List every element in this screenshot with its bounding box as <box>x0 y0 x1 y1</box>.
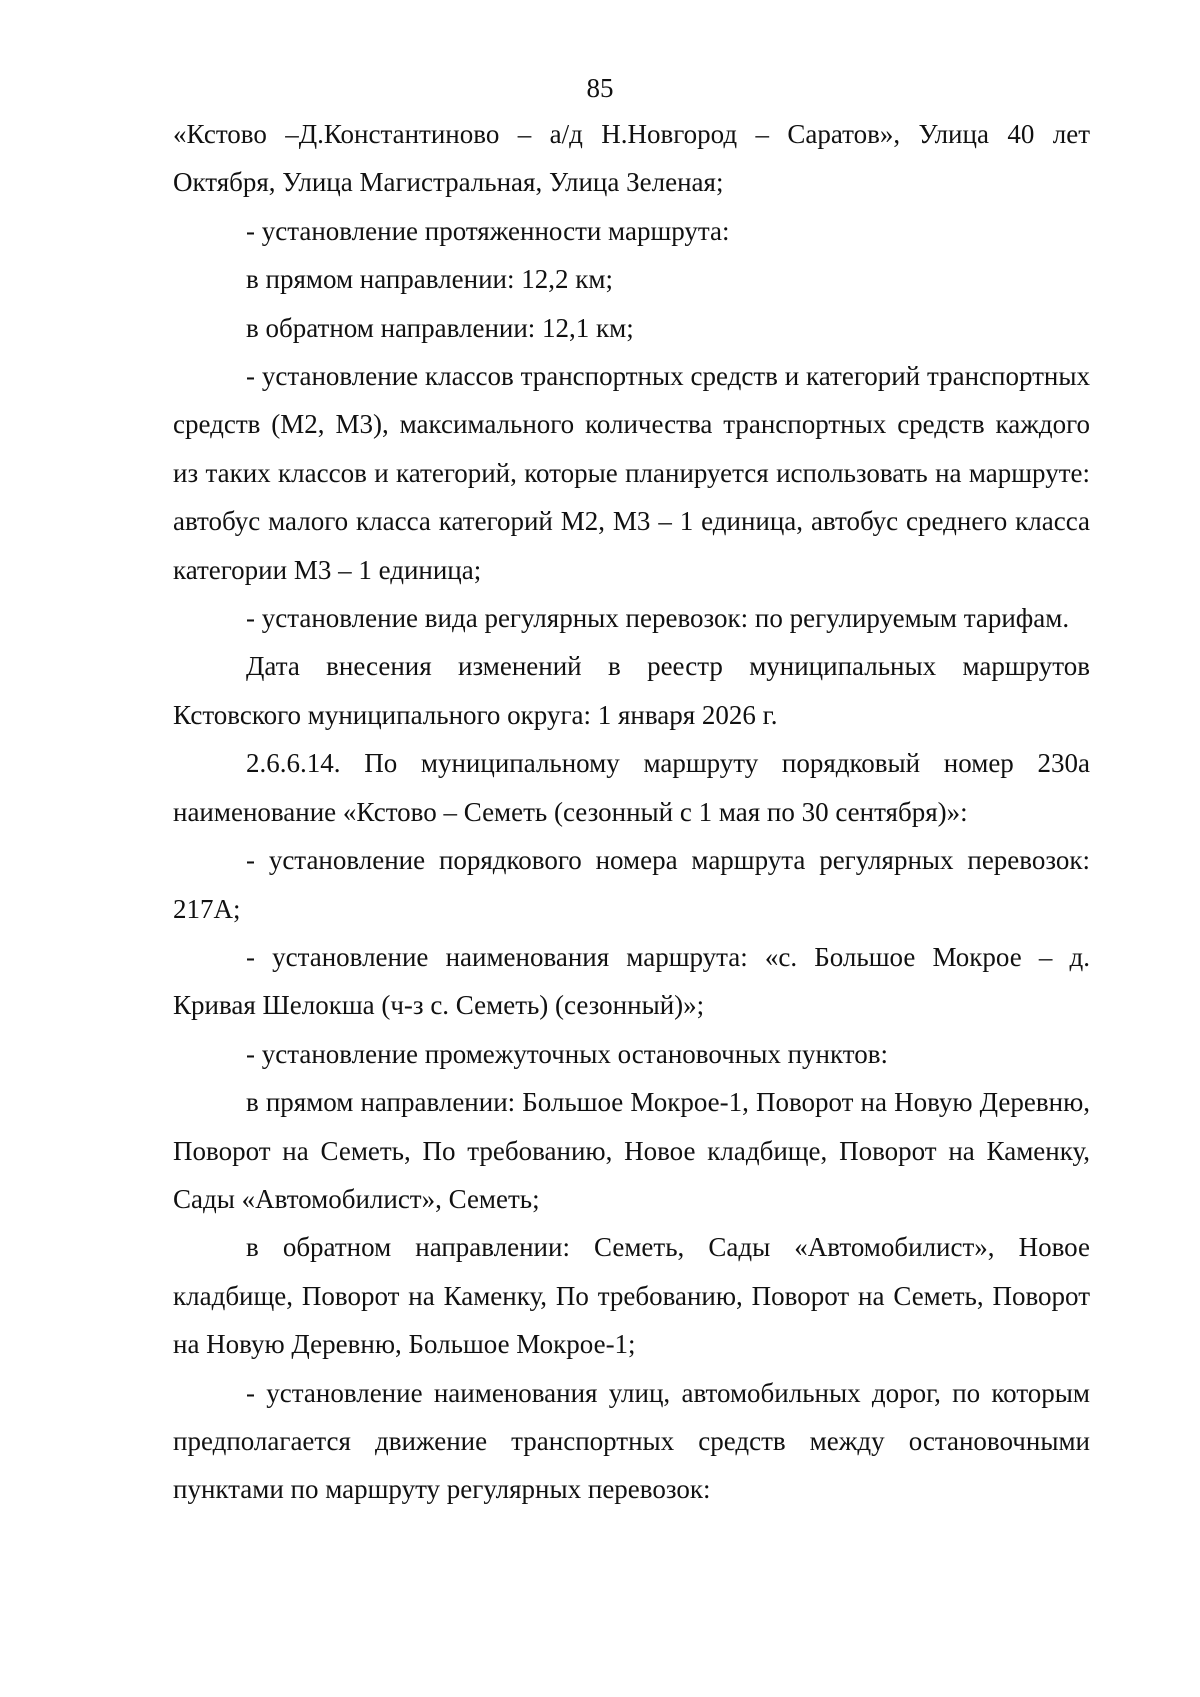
paragraph-length-reverse: в обратном направлении: 12,1 км; <box>246 312 634 343</box>
paragraph-transport-type: - установление вида регулярных перевозок: по регулируемым тарифам. <box>246 603 1070 634</box>
paragraph-section-2-6-6-14: 2.6.6.14. По муниципальному маршруту порядковый номер 230а наименование «Кстово – Семеть (сезонный с 1 мая по 30 сентября)»: <box>173 748 1090 827</box>
paragraph-vehicle-classes: - установление классов транспортных средств и категорий транспортных средств (М2, М3), максимального количества транспортных средств каждого из таких классов и категорий, которые планируется использовать на маршруте: автобус малого класса категорий М2, М3 – 1 единица, автобус среднего класса категории М3 – 1 единица; <box>173 361 1090 585</box>
document-body <box>173 110 1090 1514</box>
page-number: 85 <box>586 73 614 103</box>
paragraph-registry-date: Дата внесения изменений в реестр муниципальных маршрутов Кстовского муниципального округа: 1 января 2026 г. <box>173 651 1090 730</box>
paragraph-stops-reverse: в обратном направлении: Семеть, Сады «Автомобилист», Новое кладбище, Поворот на Каменку, По требованию, Поворот на Семеть, Поворот на Новую Деревню, Большое Мокрое-1; <box>173 1232 1090 1360</box>
paragraph-route-streets-continued: «Кстово –Д.Константиново – а/д Н.Новгород – Саратов», Улица 40 лет Октября, Улица Магистральная, Улица Зеленая; <box>173 119 1090 198</box>
paragraph-streets-heading: - установление наименования улиц, автомобильных дорог, по которым предполагается движение транспортных средств между остановочными пунктами по маршруту регулярных перевозок: <box>173 1377 1090 1505</box>
paragraph-route-name: - установление наименования маршрута: «с. Большое Мокрое – д. Кривая Шелокша (ч-з с. Семеть) (сезонный)»; <box>173 941 1090 1021</box>
paragraph-intermediate-stops-heading: - установление промежуточных остановочных пунктов: <box>246 1038 888 1069</box>
paragraph-route-number: - установление порядкового номера маршрута регулярных перевозок: 217А; <box>173 845 1090 924</box>
paragraph-length-forward: в прямом направлении: 12,2 км; <box>246 264 613 295</box>
paragraph-route-length-heading: - установление протяженности маршрута: <box>246 215 730 246</box>
paragraph-stops-forward: в прямом направлении: Большое Мокрое-1, Поворот на Новую Деревню, Поворот на Семеть, По требованию, Новое кладбище, Поворот на Каменку, Сады «Автомобилист», Семеть; <box>173 1087 1090 1214</box>
